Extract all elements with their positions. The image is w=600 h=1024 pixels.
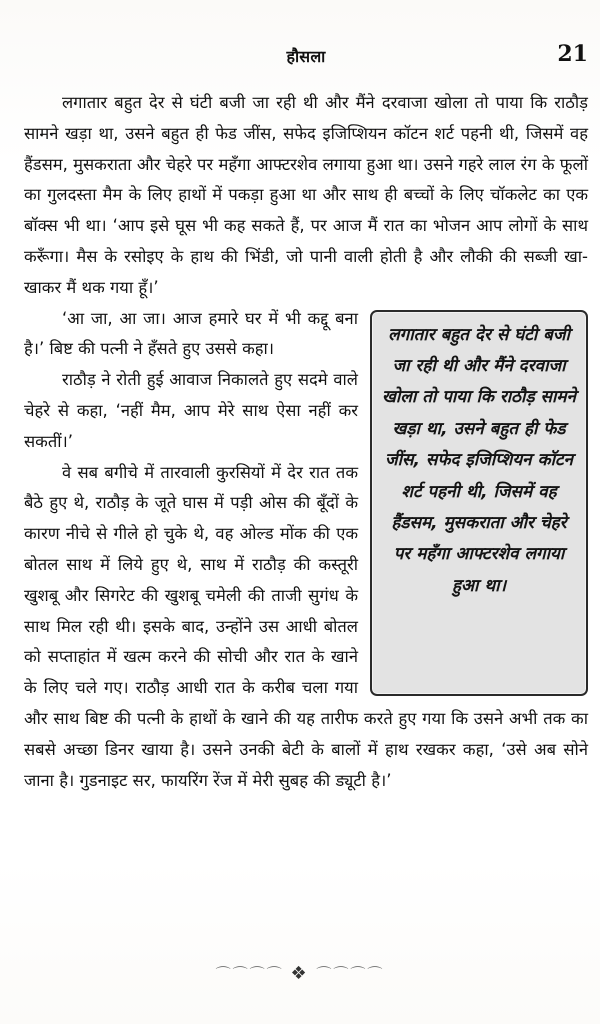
ornament-swash-right: ⌒⌒⌒⌒	[316, 965, 385, 983]
pull-quote-text: लगातार बहुत देर से घंटी बजी जा रही थी और मैंने दरवाजा खोला तो पाया कि राठौड़ सामने खड़ा था, उसने बहुत ही फेड जींस, सफेद इजिप्शियन कॉटन शर्ट पहनी थी, जिसमें वह हैंडसम, मुसकराता और चेहरे पर महँगा आफ्टरशेव लगाया हुआ था।	[382, 324, 576, 596]
running-header	[24, 41, 588, 71]
footer-ornament	[0, 963, 600, 984]
paragraph-1: लगातार बहुत देर से घंटी बजी जा रही थी और मैंने दरवाजा खोला तो पाया कि राठौड़ सामने खड़ा था, उसने बहुत ही फेड जींस, सफेद इजिप्शियन कॉटन शर्ट पहनी थी, जिसमें वह हैंडसम, मुसकराता और चेहरे पर महँगा आफ्टरशेव लगाया हुआ था। उसने गहरे लाल रंग के फूलों का गुलदस्ता मैम के लिए हाथों में पकड़ा हुआ था और साथ ही बच्चों के लिए चॉकलेट का एक बॉक्स भी था। ‘आप इसे घूस भी कह सकते हैं, पर आज मैं रात का भोजन आप लोगों के साथ करूँगा। मैस के रसोइए के हाथ की भिंडी, जो पानी वाली होती है और लौकी की सब्जी खा-खाकर मैं थक गया हूँ।’	[24, 93, 588, 297]
page-number: 21	[557, 41, 588, 67]
paragraph-2: ‘आ जा, आ जा। आज हमारे घर में भी कद्दू बना है।’ बिष्ट की पत्नी ने हँसते हुए उससे कहा।	[24, 308, 358, 359]
pull-quote-box	[370, 310, 588, 696]
ornament-diamond-icon: ❖	[290, 963, 309, 984]
paragraph-3: राठौड़ ने रोती हुई आवाज निकालते हुए सदमे वाले चेहरे से कहा, ‘नहीं मैम, आप मेरे साथ ऐसा नहीं कर सकतीं।’	[24, 370, 358, 451]
ornament-swash-left: ⌒⌒⌒⌒	[215, 965, 291, 983]
body-text	[24, 88, 588, 796]
paragraph-4: वे सब बगीचे में तारवाली कुरसियों में देर रात तक बैठे हुए थे, राठौड़ के जूते घास में पड़ी ओस की बूँदों के कारण नीचे से गीले हो चुके थे, वह ओल्ड मोंक की एक बोतल साथ में लिये हुए थे, साथ में राठौड़ की कस्तूरी खुशबू और सिगरेट की खुशबू चमेली की ताजी सुगंध के साथ मिल रही थी। इसके बाद, उन्होंने उस आधी बोतल को सप्ताहांत में खत्म करने की सोची और रात के खाने के लिए चले गए। राठौड़ आधी रात के करीब चला गया और साथ बिष्ट की पत्नी के हाथों के खाने की यह तारीफ करते हुए गया कि उसने अभी तक का सबसे अच्छा डिनर खाया है। उसने उनकी बेटी के बालों में हाथ रखकर कहा, ‘उसे अब सोने जाना है। गुडनाइट सर, फायरिंग रेंज में मेरी सुबह की ड्यूटी है।’	[24, 462, 588, 790]
running-title: हौसला	[286, 47, 326, 66]
